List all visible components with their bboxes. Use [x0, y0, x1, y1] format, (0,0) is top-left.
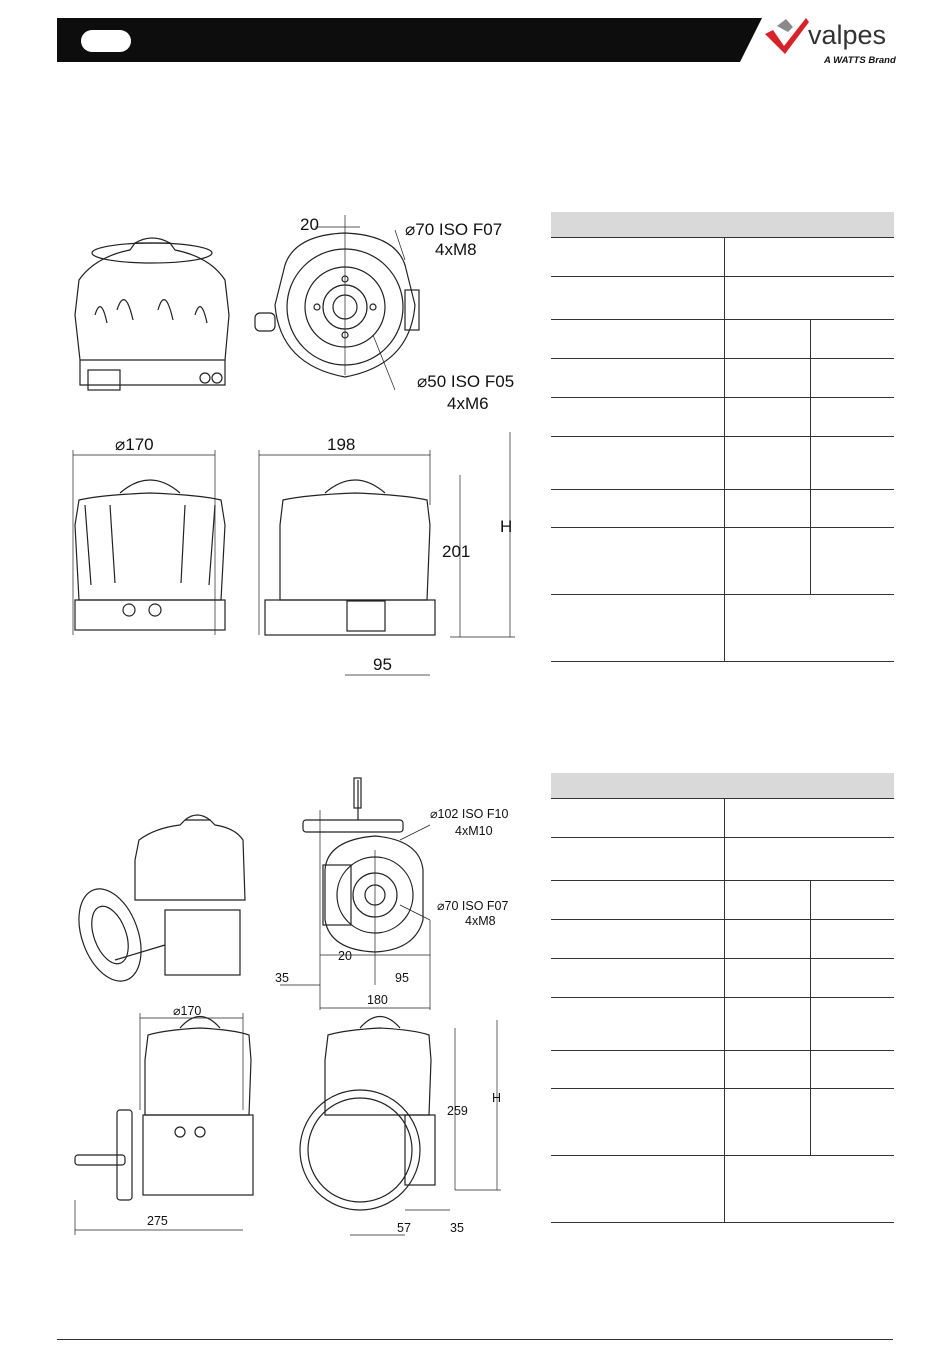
side-view	[265, 480, 435, 635]
top-view	[255, 233, 419, 377]
dim-flange-small-bolts: 4xM8	[465, 914, 496, 928]
dim-handwheel-reach: 275	[147, 1214, 168, 1228]
table-row	[551, 998, 894, 1051]
dim-flange-small-bolts: 4xM6	[447, 394, 489, 413]
table-row	[551, 1155, 894, 1223]
dim-offset: 20	[338, 949, 352, 963]
dim-flange-large: ⌀70 ISO F07	[405, 220, 503, 239]
table-row	[551, 1051, 894, 1089]
dim-flange-large: ⌀102 ISO F10	[430, 807, 509, 821]
dim-width: 180	[367, 993, 388, 1007]
spec-table-top	[551, 212, 894, 662]
table-row	[551, 398, 894, 437]
side-view-handwheel	[300, 1017, 435, 1211]
table-row	[551, 1089, 894, 1155]
dim-flange-small: ⌀70 ISO F07	[437, 899, 509, 913]
table-row	[551, 437, 894, 490]
header-bar	[57, 18, 762, 62]
iso-view	[75, 238, 229, 390]
dim-offset: 20	[300, 215, 319, 234]
dim-flange-large-bolts: 4xM10	[455, 824, 493, 838]
footer-rule	[57, 1339, 893, 1340]
table-row	[551, 881, 894, 920]
table-row	[551, 359, 894, 398]
dim-flange-small: ⌀50 ISO F05	[417, 372, 515, 391]
spec-table-bottom	[551, 773, 894, 1223]
dim-flange-large-bolts: 4xM8	[435, 240, 477, 259]
brand-tagline: A WATTS Brand	[824, 55, 896, 66]
header-page-pill	[81, 30, 131, 52]
dim-height: 259	[447, 1104, 468, 1118]
actuator-drawing-top	[55, 205, 535, 685]
dim-shaft-offset: 95	[395, 971, 409, 985]
table-row	[551, 320, 894, 359]
table-row	[551, 528, 894, 594]
table-row	[551, 799, 894, 838]
front-view-handwheel	[75, 1017, 253, 1201]
table-row	[551, 959, 894, 998]
actuator-drawing-bottom	[55, 770, 535, 1245]
table-row	[551, 490, 894, 528]
dim-height: 201	[442, 542, 471, 561]
front-view	[75, 480, 225, 630]
dim-bottom-b: 35	[450, 1221, 464, 1235]
table-header	[551, 773, 894, 799]
table-row	[551, 238, 894, 277]
logo-mark-grey	[777, 19, 793, 32]
dim-shaft-offset: 95	[373, 655, 392, 674]
top-view-handwheel	[303, 778, 423, 952]
dim-diameter: ⌀170	[115, 435, 154, 454]
dim-bottom-a: 57	[397, 1221, 411, 1235]
iso-view-handwheel	[67, 815, 245, 990]
dim-offset-left: 35	[275, 971, 289, 985]
table-row	[551, 920, 894, 959]
dim-height-label: H	[500, 517, 513, 536]
dim-diameter: ⌀170	[173, 1004, 202, 1018]
dim-height-label: H	[492, 1091, 502, 1105]
table-header	[551, 212, 894, 238]
table-row	[551, 277, 894, 320]
table-row	[551, 594, 894, 662]
valpes-logo	[762, 12, 902, 68]
brand-name: valpes	[808, 20, 887, 50]
dim-width: 198	[327, 435, 356, 454]
table-row	[551, 838, 894, 881]
